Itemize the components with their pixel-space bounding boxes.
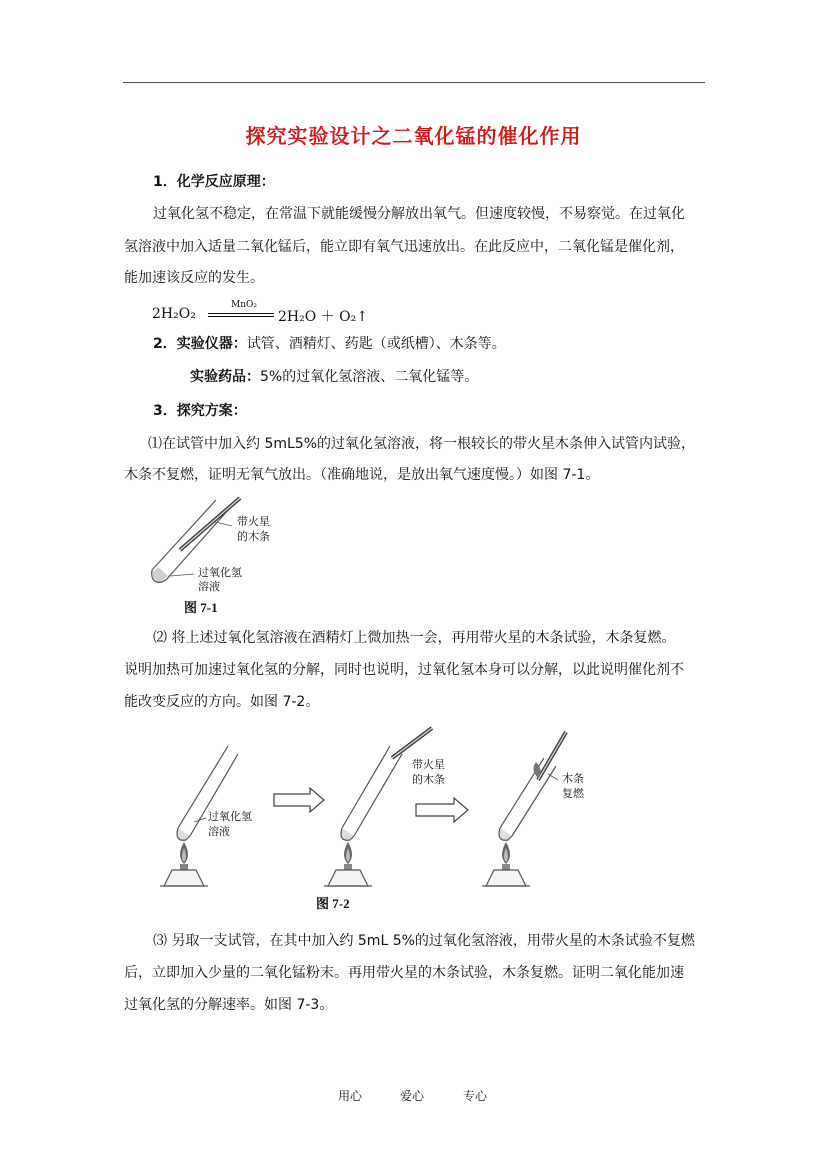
- flame-icon: [344, 842, 352, 864]
- reagents-label: 实验药品：: [190, 369, 260, 385]
- section3-heading: 3．探究方案：: [153, 403, 247, 419]
- footer-item-3: 专心: [463, 1089, 488, 1103]
- step2-line-1: ⑵ 将上述过氧化氢溶液在酒精灯上微加热一会，再用带火星的木条试验，木条复燃。: [153, 630, 676, 646]
- reagents-text: 5%的过氧化氢溶液、二氧化锰等。: [260, 369, 479, 385]
- reaction-equation: [152, 300, 372, 326]
- step1-line-1: ⑴在试管中加入约 5mL5%的过氧化氢溶液，将一根较长的带火星木条伸入试管内试验，: [148, 436, 696, 452]
- section1-line-1: 过氧化氢不稳定，在常温下就能缓慢分解放出氧气。但速度较慢，不易察觉。在过氧化: [153, 206, 685, 222]
- section2-heading: 2．实验仪器：: [153, 336, 247, 352]
- fig1-label-solution-1: 过氧化氢: [198, 567, 242, 579]
- equation-catalyst: MnO₂: [231, 300, 257, 310]
- fig1-caption: 图 7-1: [184, 600, 218, 615]
- section1-line-3: 能加速该反应的发生。: [124, 270, 264, 286]
- fig2-label-splint-2: 的木条: [412, 774, 445, 786]
- flame-icon: [502, 842, 510, 864]
- page-title: 探究实验设计之二氧化锰的催化作用: [245, 124, 582, 148]
- step2-line-3: 能改变反应的方向。如图 7-2。: [124, 694, 320, 710]
- fig2-label-splint-1: 带火星: [412, 759, 445, 771]
- glowing-splint-icon: [392, 728, 432, 758]
- arrow-right-icon: [416, 798, 468, 822]
- section1-heading: 1．化学反应原理：: [153, 174, 275, 190]
- fig2-label-reignite-1: 木条: [562, 773, 584, 785]
- stage1-apparatus: [160, 746, 252, 886]
- alcohol-lamp-icon: [324, 864, 372, 886]
- fig1-label-splint-2: 的木条: [237, 531, 270, 543]
- alcohol-lamp-icon: [160, 864, 208, 886]
- section1-line-2: 氢溶液中加入适量二氧化锰后，能立即有氧气迅速放出。在此反应中，二氧化锰是催化剂，: [124, 239, 684, 255]
- figure-7-2: [140, 718, 620, 918]
- section2-line: [153, 336, 506, 352]
- fig2-label-solution-1: 过氧化氢: [208, 811, 252, 823]
- step3-line-3: 过氧化氢的分解速率。如图 7-3。: [124, 997, 334, 1013]
- step1-line-2: 木条不复燃，证明无氧气放出。（准确地说，是放出氧气速度慢。）如图 7-1。: [124, 467, 600, 483]
- equation-arrow-line: [208, 313, 274, 314]
- flame-icon: [180, 842, 188, 864]
- step3-line-2: 后，立即加入少量的二氧化锰粉末。再用带火星的木条试验，木条复燃。证明二氧化能加速: [124, 965, 684, 981]
- fig1-label-splint-1: 带火星: [237, 516, 270, 528]
- footer-item-1: 用心: [338, 1089, 363, 1103]
- arrow-right-icon: [274, 788, 324, 812]
- alcohol-lamp-icon: [482, 864, 530, 886]
- fig2-label-solution-2: 溶液: [208, 826, 230, 838]
- fig2-caption: 图 7-2: [316, 896, 350, 911]
- reagents-line: [190, 369, 478, 385]
- figure-7-1: [140, 490, 320, 620]
- fig1-label-solution-2: 溶液: [198, 581, 220, 593]
- equation-products: 2H₂O ＋ O₂↑: [278, 309, 368, 325]
- equation-arrow-line-2: [208, 316, 274, 317]
- instruments-text: 试管、酒精灯、药匙（或纸槽）、木条等。: [246, 336, 506, 352]
- footer-item-2: 爱心: [400, 1089, 425, 1103]
- equation-reactant: 2H₂O₂: [152, 306, 196, 322]
- stage3-apparatus: [482, 732, 585, 886]
- fig2-label-reignite-2: 复燃: [562, 788, 584, 800]
- step3-line-1: ⑶ 另取一支试管，在其中加入约 5mL 5%的过氧化氢溶液，用带火星的木条试验不复燃: [153, 933, 695, 949]
- step2-line-2: 说明加热可加速过氧化氢的分解，同时也说明，过氧化氢本身可以分解，以此说明催化剂不: [124, 662, 684, 678]
- header-rule: [123, 82, 705, 83]
